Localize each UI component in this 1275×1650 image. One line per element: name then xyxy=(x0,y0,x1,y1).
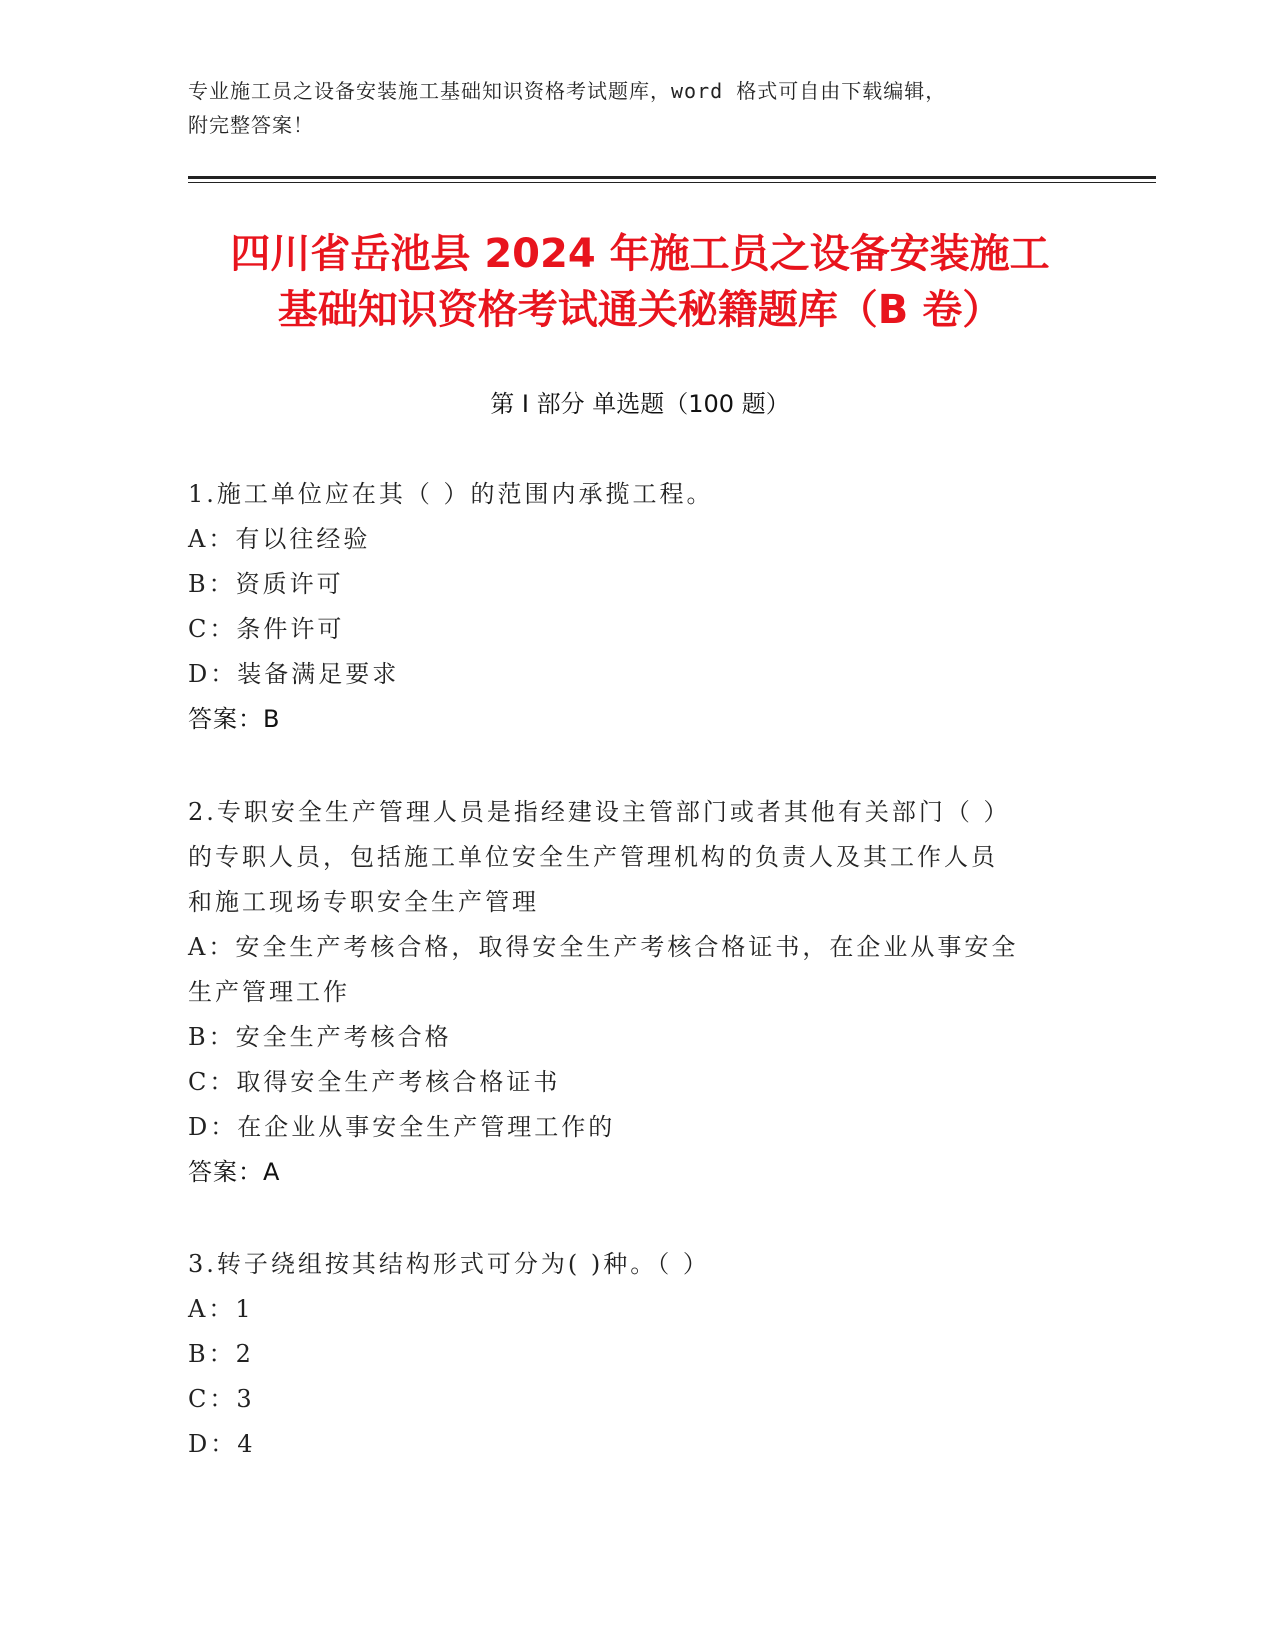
option-a: A：有以往经验 xyxy=(188,525,371,553)
header-rule-thin xyxy=(188,182,1156,183)
option-d: D：装备满足要求 xyxy=(188,660,400,688)
question-text: 3.转子绕组按其结构形式可分为( )种。（ ） xyxy=(188,1250,710,1278)
question-1 xyxy=(188,472,1088,742)
header-note-line: 附完整答案！ xyxy=(188,113,314,137)
question-text: 2.专职安全生产管理人员是指经建设主管部门或者其他有关部门（ ） xyxy=(188,798,1011,826)
header-note-line: 专业施工员之设备安装施工基础知识资格考试题库，word 格式可自由下载编辑， xyxy=(188,79,947,103)
option-a: A：1 xyxy=(188,1295,254,1323)
answer: 答案：B xyxy=(188,705,281,733)
header-rule xyxy=(188,176,1156,179)
option-c: C：3 xyxy=(188,1385,255,1413)
question-text: 1.施工单位应在其（ ）的范围内承揽工程。 xyxy=(188,480,714,508)
option-b: B：资质许可 xyxy=(188,570,344,598)
document-title xyxy=(180,226,1100,338)
option-d: D：4 xyxy=(188,1430,256,1458)
section-title: 第 I 部分 单选题（100 题） xyxy=(490,390,790,418)
question-3 xyxy=(188,1242,1088,1467)
option-b: B：安全生产考核合格 xyxy=(188,1023,452,1051)
question-2 xyxy=(188,790,1088,1195)
option-b: B：2 xyxy=(188,1340,254,1368)
title-line: 基础知识资格考试通关秘籍题库（B 卷） xyxy=(277,287,1003,333)
title-line: 四川省岳池县 2024 年施工员之设备安装施工 xyxy=(230,231,1050,277)
option-c: C：条件许可 xyxy=(188,615,345,643)
answer: 答案：A xyxy=(188,1158,281,1186)
option-a-continued: 生产管理工作 xyxy=(188,978,350,1006)
question-text: 和施工现场专职安全生产管理 xyxy=(188,888,539,916)
option-d: D：在企业从事安全生产管理工作的 xyxy=(188,1113,616,1141)
option-c: C：取得安全生产考核合格证书 xyxy=(188,1068,561,1096)
option-a: A：安全生产考核合格，取得安全生产考核合格证书，在企业从事安全 xyxy=(188,933,1019,961)
header-note xyxy=(188,74,1088,142)
question-text: 的专职人员，包括施工单位安全生产管理机构的负责人及其工作人员 xyxy=(188,843,998,871)
